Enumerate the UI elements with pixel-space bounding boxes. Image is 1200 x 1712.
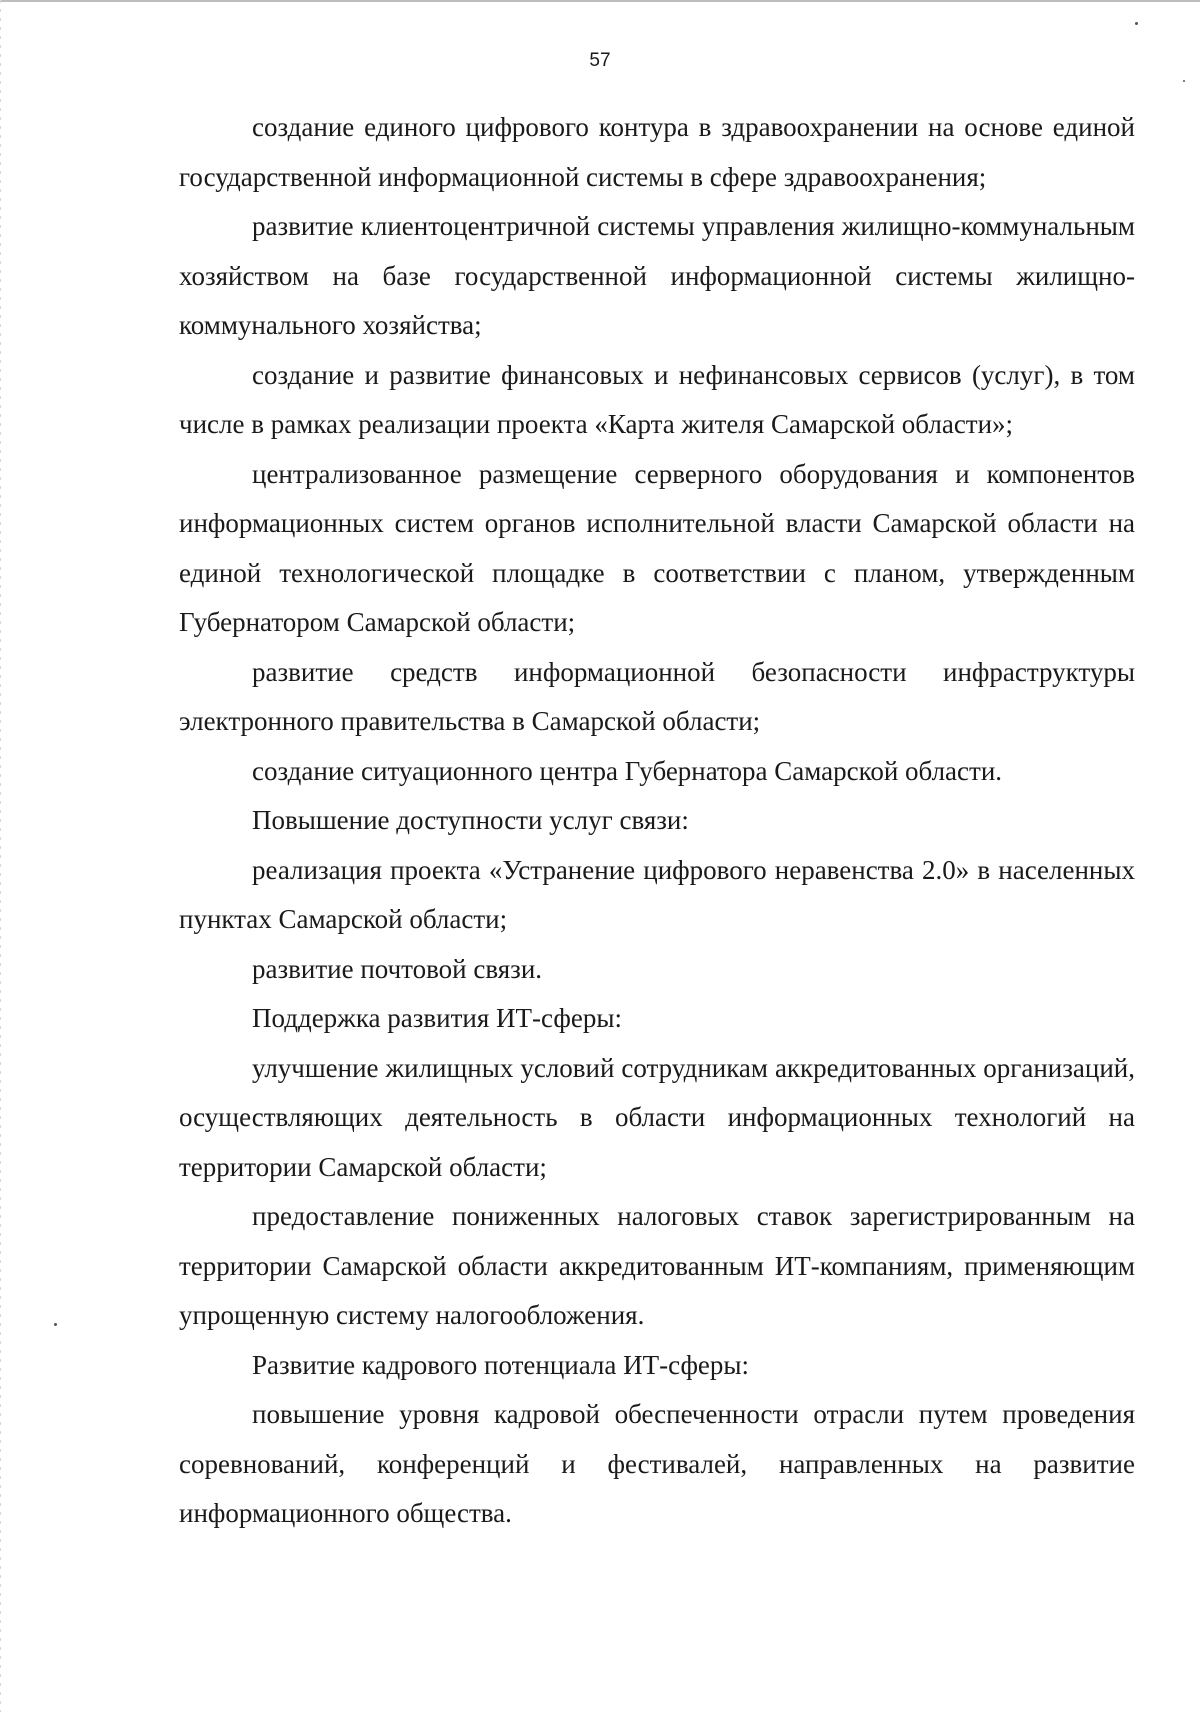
paragraph: повышение уровня кадровой обеспеченности отрасли путем проведения соревнований, конференций и фестивалей, направленных на развитие информационного общества. [179,1399,1135,1528]
scan-left-edge [0,0,1,1712]
scan-speck [1183,80,1185,82]
paragraph: развитие клиентоцентричной системы управления жилищно-коммунальным хозяйством на базе государственной информационной системы жилищно-коммунального хозяйства; [179,211,1135,340]
paragraph: централизованное размещение серверного оборудования и компонентов информационных систем органов исполнительной власти Самарской области на единой технологической площадке в соответствии с планом, утвержденным Губернатором Самарской области; [179,458,1135,637]
scan-top-edge [0,0,1200,2]
paragraph: предоставление пониженных налоговых ставок зарегистрированным на территории Самарской области аккредитованным ИТ-компаниям, применяющим упрощенную систему налогообложения. [179,1201,1135,1330]
paragraph: развитие почтовой связи. [252,953,543,984]
section-heading: Поддержка развития ИТ-сферы: [252,1003,622,1033]
paragraph: улучшение жилищных условий сотрудникам аккредитованных организаций, осуществляющих деятельность в области информационных технологий на территории Самарской области; [179,1052,1135,1182]
paragraph: создание и развитие финансовых и нефинансовых сервисов (услуг), в том числе в рамках реализации проекта «Карта жителя Самарской области»; [179,359,1135,439]
section-heading: Развитие кадрового потенциала ИТ-сферы: [252,1349,750,1380]
scan-speck [1135,22,1138,25]
paragraph: развитие средств информационной безопасности инфраструктуры электронного правительства в Самарской области; [179,656,1135,736]
page-number: 57 [589,50,611,71]
document-body [179,103,1135,1539]
section-heading: Повышение доступности услуг связи: [252,805,689,835]
paragraph: реализация проекта «Устранение цифрового неравенства 2.0» в населенных пунктах Самарской области; [179,854,1135,934]
paragraph: создание ситуационного центра Губернатора Самарской области. [252,755,1003,786]
paragraph: создание единого цифрового контура в здравоохранении на основе единой государственной информационной системы в сфере здравоохранения; [179,112,1135,192]
scan-speck [54,1323,57,1326]
